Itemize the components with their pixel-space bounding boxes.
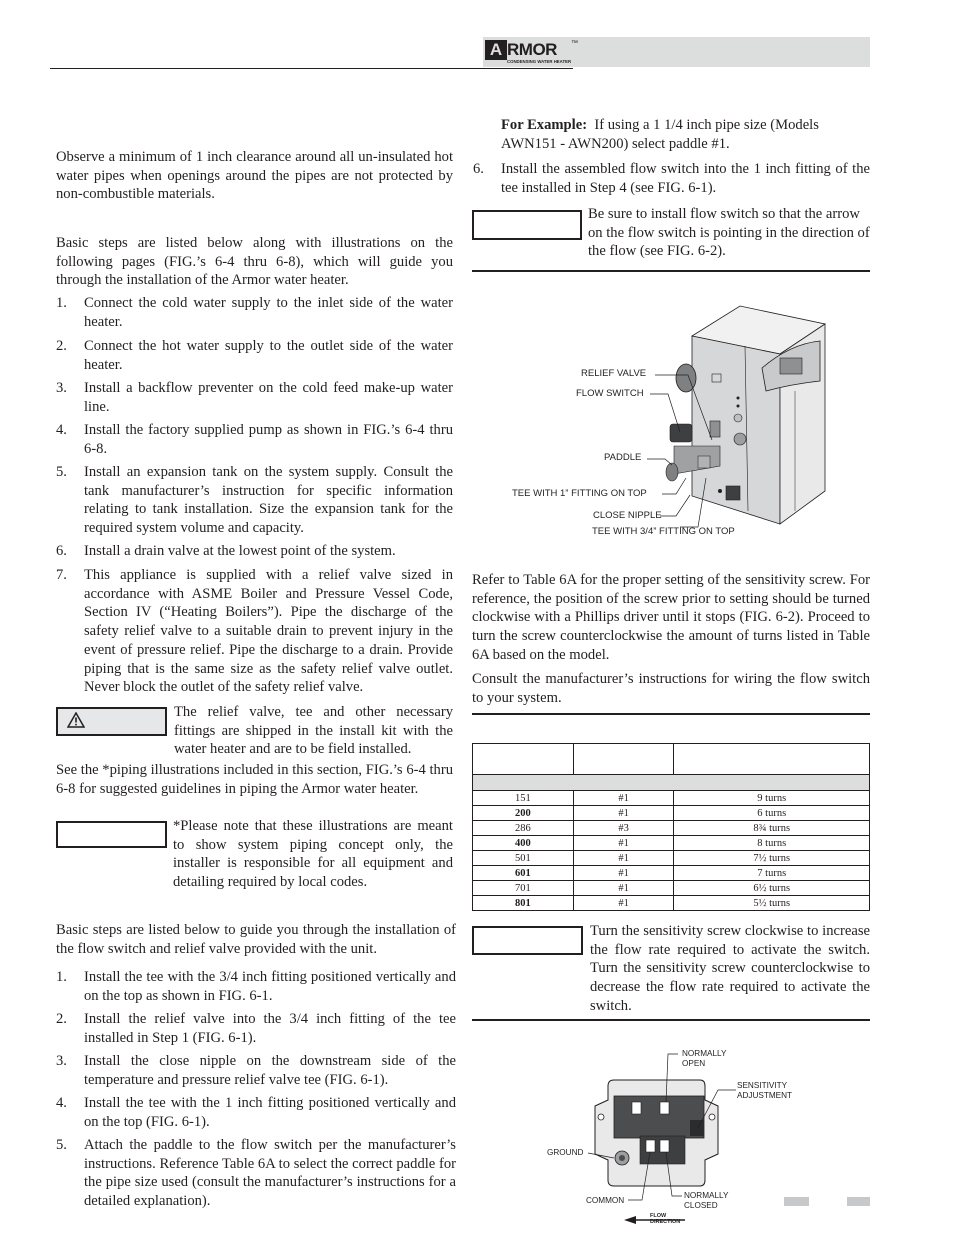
list-number: 6. [56, 543, 67, 559]
label-relief-valve: RELIEF VALVE [581, 368, 647, 379]
list-item [56, 337, 453, 374]
table-row: 400 #1 8 turns [473, 836, 870, 851]
label-close-nipple: CLOSE NIPPLE [593, 510, 662, 521]
sensitivity-notice-text: Turn the sensitivity screw clockwise to increase the flow rate required to activate the switch. Turn the sensitivity screw counterclockwise to decrease the flow rate required to activate the switch. [590, 923, 870, 1014]
list-number: 7. [56, 567, 67, 583]
header-rule [50, 68, 573, 69]
flow-intro-paragraph: Basic steps are listed below to guide you through the installation of the flow switch and relief valve provided with the unit. [56, 922, 456, 957]
label-tee-1-inch: TEE WITH 1” FITTING ON TOP [512, 488, 647, 499]
table-row: 601 #1 7 turns [473, 866, 870, 881]
example-text: If using a 1 1/4 inch pipe size (Models AWN151 - AWN200) select paddle #1. [501, 117, 819, 152]
example-label: For Example: [501, 117, 588, 133]
list-item [56, 463, 453, 538]
list-item [56, 1010, 456, 1047]
list-number: 4. [56, 422, 67, 438]
notice-flow-direction-text: Be sure to install flow switch so that the arrow on the flow switch is pointing in the direction of the flow (see FIG. 6-2). [588, 206, 870, 260]
table-top-rule [472, 713, 870, 715]
logo-trademark: ™ [571, 40, 578, 47]
list-item [56, 294, 453, 331]
list-number: 5. [56, 464, 67, 480]
list-text: Install the assembled flow switch into the 1 inch fitting of the tee installed in Step 4 (see FIG. 6-1). [501, 161, 870, 196]
table-row: 200 #1 6 turns [473, 806, 870, 821]
list-number: 3. [56, 380, 67, 396]
list-text: Connect the cold water supply to the inlet side of the water heater. [84, 295, 453, 330]
label-ground: GROUND [547, 1148, 584, 1157]
list-text: Install a drain valve at the lowest point of the system. [84, 543, 396, 559]
list-number: 2. [56, 1011, 67, 1027]
table-row: 701 #1 6½ turns [473, 881, 870, 896]
list-item [56, 1094, 456, 1131]
list-item [56, 968, 456, 1005]
logo-text: RMOR [507, 40, 557, 59]
list-text: This appliance is supplied with a relief valve sized in accordance with ASME Boiler and Pressure Vessel Code, Section IV (“Heating Boilers”). Pipe the discharge of the safety relief valve to a suitable drain to prevent injury in the event of pressure relief. Pipe the discharge to a drain. Provide piping that is the same size as the safety relief valve outlet. Never block the outlet of the safety relief valve. [84, 567, 453, 696]
list-item [56, 566, 453, 697]
list-text: Install the factory supplied pump as shown in FIG.’s 6-4 thru 6-8. [84, 422, 453, 457]
label-paddle: PADDLE [604, 452, 642, 463]
list-number: 1. [56, 969, 67, 985]
list-text: Install the close nipple on the downstream side of the temperature and pressure relief valve tee (FIG. 6-1). [84, 1053, 456, 1088]
label-sensitivity-adjustment: SENSITIVITY ADJUSTMENT [737, 1081, 793, 1100]
caution-text: The relief valve, tee and other necessary fittings are shipped in the install kit with the water heater and are to be field installed. [174, 704, 453, 758]
sensitivity-table [472, 743, 870, 911]
list-number: 6. [473, 161, 484, 177]
section-rule [472, 1019, 870, 1021]
section-rule [472, 270, 870, 272]
label-common: COMMON [586, 1196, 625, 1205]
consult-paragraph: Consult the manufacturer’s instructions for wiring the flow switch to your system. [472, 671, 870, 706]
list-text: Install a backflow preventer on the cold feed make-up water line. [84, 380, 453, 415]
table-subheader-row [473, 775, 870, 791]
label-normally-closed: NORMALLY CLOSED [684, 1191, 729, 1210]
clearance-paragraph: Observe a minimum of 1 inch clearance around all un-insulated hot water pipes when openings around the pipes are not protected by non-combustible materials. [56, 149, 453, 203]
warning-icon [67, 712, 85, 733]
label-normally-open: NORMALLY OPEN [682, 1049, 727, 1068]
table-header-row [473, 744, 870, 775]
list-text: Connect the hot water supply to the outlet side of the water heater. [84, 338, 453, 373]
example-paragraph [501, 116, 870, 153]
list-item [56, 379, 453, 416]
flow-switch-figure [540, 1040, 770, 1230]
note-text: *Please note that these illustrations are meant to show system piping concept only, the installer is responsible for all equipment and detailing required by local codes. [173, 818, 453, 891]
table-row: 801 #1 5½ turns [473, 896, 870, 911]
logo-letter: A [485, 40, 507, 60]
list-number: 4. [56, 1095, 67, 1111]
list-number: 1. [56, 295, 67, 311]
label-tee-3-4-inch: TEE WITH 3/4” FITTING ON TOP [592, 526, 735, 537]
list-number: 5. [56, 1137, 67, 1153]
list-text: Install an expansion tank on the system supply. Consult the tank manufacturer’s instruction for specific information relating to tank installation. Size the expansion tank for the required system volume and capacity. [84, 464, 453, 537]
list-text: Attach the paddle to the flow switch per the manufacturer’s instructions. Reference Table 6A to select the correct paddle for the pipe size used (consult the manufacturer’s instructions for a detailed explanation). [84, 1137, 456, 1210]
table-row: 286 #3 8¾ turns [473, 821, 870, 836]
logo-subtitle: CONDENSING WATER HEATER [507, 59, 572, 64]
list-text: Install the relief valve into the 3/4 inch fitting of the tee installed in Step 1 (FIG. 6-1). [84, 1011, 456, 1046]
list-number: 3. [56, 1053, 67, 1069]
notice-label-box [472, 926, 583, 955]
table-reference-paragraph: Refer to Table 6A for the proper setting of the sensitivity screw. For reference, the position of the screw prior to setting should be turned clockwise with a Phillips driver until it stops (FIG. 6-2). Proceed to turn the screw counterclockwise the amount of turns listed in Table 6A based on the model. [472, 572, 870, 663]
note-label-box [56, 821, 167, 848]
basic-steps-paragraph: Basic steps are listed below along with illustrations on the following pages (FIG.’s 6-4 thru 6-8), which will guide you through the installation of the Armor water heater. [56, 235, 453, 289]
label-flow-direction: FLOW DIRECTION [650, 1213, 681, 1225]
armor-logo [485, 40, 580, 66]
list-item [56, 421, 453, 458]
list-item [473, 160, 870, 197]
list-text: Install the tee with the 1 inch fitting positioned vertically and on the top (FIG. 6-1). [84, 1095, 456, 1130]
list-item [56, 542, 453, 561]
label-flow-switch: FLOW SWITCH [576, 388, 644, 399]
list-item [56, 1136, 456, 1211]
footer-tab-left [784, 1197, 809, 1206]
table-row: 151 #1 9 turns [473, 791, 870, 806]
list-text: Install the tee with the 3/4 inch fitting positioned vertically and on the top as shown in FIG. 6-1. [84, 969, 456, 1004]
footer-tab-right [847, 1197, 870, 1206]
list-number: 2. [56, 338, 67, 354]
list-item [56, 1052, 456, 1089]
notice-label-box [472, 210, 582, 240]
caution-label-box [56, 707, 167, 736]
table-row: 501 #1 7½ turns [473, 851, 870, 866]
see-illustrations-paragraph: See the *piping illustrations included in this section, FIG.’s 6-4 thru 6-8 for suggested guidelines in piping the Armor water heater. [56, 762, 453, 797]
